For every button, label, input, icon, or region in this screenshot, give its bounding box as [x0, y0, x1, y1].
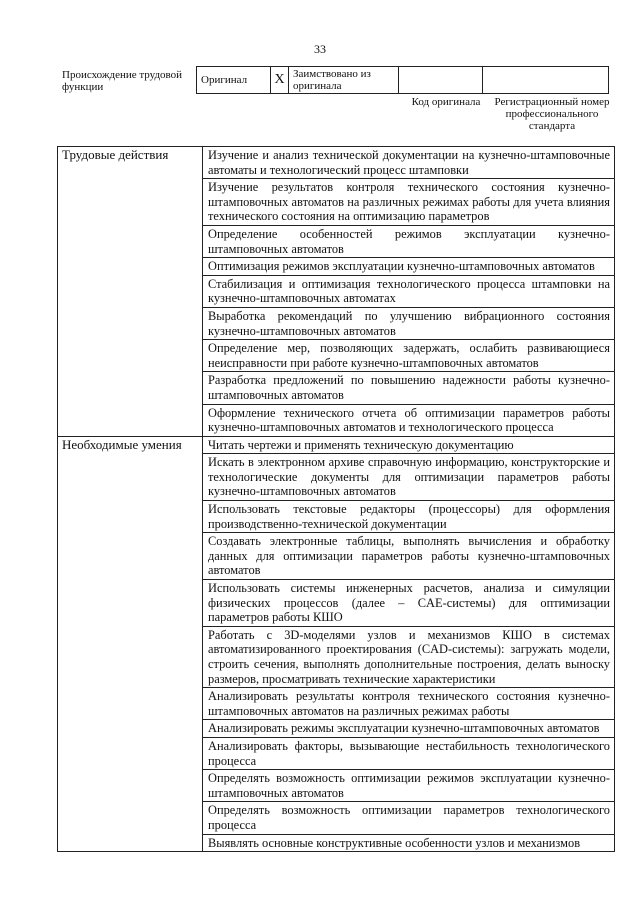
list-item: Определять возможность оптимизации режимов эксплуатации кузнечно-штамповочных автоматов: [203, 770, 615, 802]
table-row: [58, 436, 615, 454]
list-item: Анализировать режимы эксплуатации кузнечно-штамповочных автоматов: [203, 720, 615, 738]
list-item: Изучение и анализ технической документации на кузнечно-штамповочные автоматы и технологический процесс штамповки: [203, 147, 615, 179]
reg-caption: Регистрационный номер профессионального стандарта: [494, 96, 610, 132]
origin-borrowed-cell: Заимствовано из оригинала: [289, 67, 399, 94]
function-table: [57, 146, 615, 852]
origin-mark-cell: X: [271, 67, 289, 94]
code-caption: Код оригинала: [411, 96, 481, 108]
list-item: Стабилизация и оптимизация технологического процесса штамповки на кузнечно-штамповочных автоматах: [203, 275, 615, 307]
origin-code-cell: [399, 67, 483, 94]
list-item: Создавать электронные таблицы, выполнять вычисления и обработку данных для оптимизации параметров работы кузнечно-штамповочных автоматов: [203, 533, 615, 580]
origin-reg-cell: [483, 67, 609, 94]
list-item: Определение особенностей режимов эксплуатации кузнечно-штамповочных автоматов: [203, 225, 615, 257]
list-item: Работать с 3D-моделями узлов и механизмов КШО в системах автоматизированного проектирования (CAD-системы): загружать модели, строить сечения, выполнять дополнительные построения, делать выноску размеров, просматривать технические характеристики: [203, 626, 615, 687]
list-item: Определять возможность оптимизации параметров технологического процесса: [203, 802, 615, 834]
list-item: Выявлять основные конструктивные особенности узлов и механизмов: [203, 834, 615, 852]
table-row: [58, 147, 615, 179]
list-item: Изучение результатов контроля технического состояния кузнечно-штамповочных автоматов на различных режимах работы для учета влияния технического состояния на оптимизацию параметров: [203, 179, 615, 226]
list-item: Оптимизация режимов эксплуатации кузнечно-штамповочных автоматов: [203, 258, 615, 276]
list-item: Искать в электронном архиве справочную информацию, конструкторские и технологические документы для оптимизации параметров работы кузнечно-штамповочных автоматов: [203, 454, 615, 501]
section-label: Трудовые действия: [58, 147, 203, 437]
section-label: Необходимые умения: [58, 436, 203, 851]
list-item: Выработка рекомендаций по улучшению вибрационного состояния кузнечно-штамповочных автоматов: [203, 307, 615, 339]
list-item: Оформление технического отчета об оптимизации параметров работы кузнечно-штамповочных автоматов и технологического процесса: [203, 404, 615, 436]
origin-original-cell: Оригинал: [197, 67, 271, 94]
origin-table: [196, 66, 609, 94]
page-number: 33: [314, 42, 326, 56]
list-item: Читать чертежи и применять техническую документацию: [203, 436, 615, 454]
list-item: Использовать системы инженерных расчетов, анализа и симуляции физических процессов (далее – CAE-системы) для оптимизации параметров работы КШО: [203, 580, 615, 627]
list-item: Определение мер, позволяющих задержать, ослабить развивающиеся неисправности при работе кузнечно-штамповочных автоматов: [203, 340, 615, 372]
list-item: Анализировать факторы, вызывающие нестабильность технологического процесса: [203, 737, 615, 769]
list-item: Разработка предложений по повышению надежности работы кузнечно-штамповочных автоматов: [203, 372, 615, 404]
origin-label: Происхождение трудовой функции: [62, 69, 183, 93]
list-item: Анализировать результаты контроля технического состояния кузнечно-штамповочных автоматов на различных режимах работы: [203, 688, 615, 720]
list-item: Использовать текстовые редакторы (процессоры) для оформления производственно-технической документации: [203, 501, 615, 533]
